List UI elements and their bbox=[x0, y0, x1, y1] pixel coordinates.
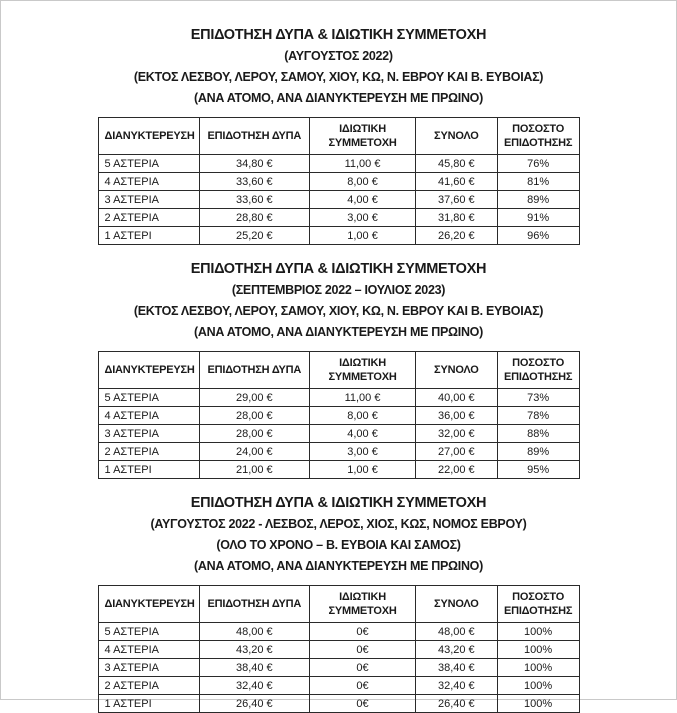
col-header-private-participation: ΙΔΙΩΤΙΚΗ ΣΥΜΜΕΤΟΧΗ bbox=[310, 352, 416, 389]
table-row bbox=[98, 443, 579, 461]
cell-dypa-subsidy: 48,00 € bbox=[199, 623, 310, 641]
col-header-dypa-subsidy: ΕΠΙΔΟΤΗΣΗ ΔΥΠΑ bbox=[199, 586, 310, 623]
table-row bbox=[98, 407, 579, 425]
col-header-dypa-subsidy: ΕΠΙΔΟΤΗΣΗ ΔΥΠΑ bbox=[199, 352, 310, 389]
cell-private-participation: 0€ bbox=[310, 641, 416, 659]
section-subtitle-period: (ΑΥΓΟΥΣΤΟΣ 2022 - ΛΕΣΒΟΣ, ΛΕΡΟΣ, ΧΙΟΣ, ΚΩΣ, ΝΟΜΟΣ ΕΒΡΟΥ) bbox=[150, 517, 527, 531]
cell-star-category: 2 ΑΣΤΕΡΙΑ bbox=[98, 677, 199, 695]
cell-dypa-subsidy: 38,40 € bbox=[199, 659, 310, 677]
col-header-dypa-subsidy: ΕΠΙΔΟΤΗΣΗ ΔΥΠΑ bbox=[199, 118, 310, 155]
table-header-row bbox=[98, 586, 579, 623]
table-row bbox=[98, 425, 579, 443]
section-title: ΕΠΙΔΟΤΗΣΗ ΔΥΠΑ & ΙΔΙΩΤΙΚΗ ΣΥΜΜΕΤΟΧΗ bbox=[190, 495, 487, 511]
section-subtitle-terms: (ΑΝΑ ΑΤΟΜΟ, ΑΝΑ ΔΙΑΝΥΚΤΕΡΕΥΣΗ ΜΕ ΠΡΩΙΝΟ) bbox=[194, 325, 483, 339]
section-subtitle-terms: (ΑΝΑ ΑΤΟΜΟ, ΑΝΑ ΔΙΑΝΥΚΤΕΡΕΥΣΗ ΜΕ ΠΡΩΙΝΟ) bbox=[194, 91, 483, 105]
cell-star-category: 4 ΑΣΤΕΡΙΑ bbox=[98, 641, 199, 659]
cell-total: 37,60 € bbox=[415, 191, 497, 209]
subsidy-rates-table bbox=[98, 585, 580, 713]
cell-star-category: 4 ΑΣΤΕΡΙΑ bbox=[98, 407, 199, 425]
cell-total: 43,20 € bbox=[415, 641, 497, 659]
cell-star-category: 4 ΑΣΤΕΡΙΑ bbox=[98, 173, 199, 191]
cell-private-participation: 3,00 € bbox=[310, 209, 416, 227]
section-subtitle-regions: (ΟΛΟ ΤΟ ΧΡΟΝΟ – Β. ΕΥΒΟΙΑ ΚΑΙ ΣΑΜΟΣ) bbox=[216, 538, 461, 552]
cell-private-participation: 0€ bbox=[310, 659, 416, 677]
cell-subsidy-percentage: 76% bbox=[497, 155, 579, 173]
cell-subsidy-percentage: 91% bbox=[497, 209, 579, 227]
table-row bbox=[98, 389, 579, 407]
section-title: ΕΠΙΔΟΤΗΣΗ ΔΥΠΑ & ΙΔΙΩΤΙΚΗ ΣΥΜΜΕΤΟΧΗ bbox=[190, 261, 487, 277]
section-subtitle-terms: (ΑΝΑ ΑΤΟΜΟ, ΑΝΑ ΔΙΑΝΥΚΤΕΡΕΥΣΗ ΜΕ ΠΡΩΙΝΟ) bbox=[194, 559, 483, 573]
cell-dypa-subsidy: 33,60 € bbox=[199, 173, 310, 191]
table-row bbox=[98, 209, 579, 227]
cell-private-participation: 1,00 € bbox=[310, 461, 416, 479]
subsidy-section-islands-full-subsidy bbox=[1, 493, 676, 713]
cell-private-participation: 11,00 € bbox=[310, 389, 416, 407]
section-subtitle-regions: (ΕΚΤΟΣ ΛΕΣΒΟΥ, ΛΕΡΟΥ, ΣΑΜΟΥ, ΧΙΟΥ, ΚΩ, Ν. ΕΒΡΟΥ ΚΑΙ Β. ΕΥΒΟΙΑΣ) bbox=[133, 304, 544, 318]
cell-total: 38,40 € bbox=[415, 659, 497, 677]
table-row bbox=[98, 227, 579, 245]
col-header-subsidy-percentage: ΠΟΣΟΣΤΟ ΕΠΙΔΟΤΗΣΗΣ bbox=[497, 586, 579, 623]
col-header-nights: ΔΙΑΝΥΚΤΕΡΕΥΣΗ bbox=[98, 586, 199, 623]
col-header-subsidy-percentage: ΠΟΣΟΣΤΟ ΕΠΙΔΟΤΗΣΗΣ bbox=[497, 352, 579, 389]
cell-dypa-subsidy: 25,20 € bbox=[199, 227, 310, 245]
table-row bbox=[98, 173, 579, 191]
subsidy-rates-table bbox=[98, 351, 580, 479]
cell-dypa-subsidy: 28,00 € bbox=[199, 407, 310, 425]
table-row bbox=[98, 191, 579, 209]
cell-total: 31,80 € bbox=[415, 209, 497, 227]
cell-total: 22,00 € bbox=[415, 461, 497, 479]
section-subtitle-regions: (ΕΚΤΟΣ ΛΕΣΒΟΥ, ΛΕΡΟΥ, ΣΑΜΟΥ, ΧΙΟΥ, ΚΩ, Ν. ΕΒΡΟΥ ΚΑΙ Β. ΕΥΒΟΙΑΣ) bbox=[133, 70, 544, 84]
cell-subsidy-percentage: 89% bbox=[497, 443, 579, 461]
section-subtitle-period: (ΑΥΓΟΥΣΤΟΣ 2022) bbox=[284, 49, 393, 63]
cell-private-participation: 0€ bbox=[310, 623, 416, 641]
cell-total: 41,60 € bbox=[415, 173, 497, 191]
cell-star-category: 3 ΑΣΤΕΡΙΑ bbox=[98, 191, 199, 209]
cell-dypa-subsidy: 43,20 € bbox=[199, 641, 310, 659]
cell-total: 40,00 € bbox=[415, 389, 497, 407]
cell-subsidy-percentage: 100% bbox=[497, 623, 579, 641]
col-header-private-participation: ΙΔΙΩΤΙΚΗ ΣΥΜΜΕΤΟΧΗ bbox=[310, 586, 416, 623]
cell-dypa-subsidy: 21,00 € bbox=[199, 461, 310, 479]
col-header-total: ΣΥΝΟΛΟ bbox=[415, 118, 497, 155]
table-row bbox=[98, 695, 579, 713]
col-header-nights: ΔΙΑΝΥΚΤΕΡΕΥΣΗ bbox=[98, 352, 199, 389]
cell-subsidy-percentage: 96% bbox=[497, 227, 579, 245]
cell-dypa-subsidy: 33,60 € bbox=[199, 191, 310, 209]
cell-private-participation: 8,00 € bbox=[310, 407, 416, 425]
cell-total: 27,00 € bbox=[415, 443, 497, 461]
col-header-private-participation: ΙΔΙΩΤΙΚΗ ΣΥΜΜΕΤΟΧΗ bbox=[310, 118, 416, 155]
cell-total: 32,40 € bbox=[415, 677, 497, 695]
table-row bbox=[98, 677, 579, 695]
cell-subsidy-percentage: 100% bbox=[497, 659, 579, 677]
cell-total: 26,40 € bbox=[415, 695, 497, 713]
cell-dypa-subsidy: 34,80 € bbox=[199, 155, 310, 173]
cell-star-category: 1 ΑΣΤΕΡΙ bbox=[98, 227, 199, 245]
cell-dypa-subsidy: 32,40 € bbox=[199, 677, 310, 695]
cell-private-participation: 4,00 € bbox=[310, 191, 416, 209]
cell-subsidy-percentage: 81% bbox=[497, 173, 579, 191]
cell-subsidy-percentage: 100% bbox=[497, 695, 579, 713]
cell-private-participation: 0€ bbox=[310, 677, 416, 695]
cell-private-participation: 8,00 € bbox=[310, 173, 416, 191]
cell-dypa-subsidy: 26,40 € bbox=[199, 695, 310, 713]
cell-star-category: 3 ΑΣΤΕΡΙΑ bbox=[98, 659, 199, 677]
col-header-total: ΣΥΝΟΛΟ bbox=[415, 586, 497, 623]
cell-star-category: 5 ΑΣΤΕΡΙΑ bbox=[98, 623, 199, 641]
cell-subsidy-percentage: 73% bbox=[497, 389, 579, 407]
cell-total: 48,00 € bbox=[415, 623, 497, 641]
cell-subsidy-percentage: 78% bbox=[497, 407, 579, 425]
cell-dypa-subsidy: 28,00 € bbox=[199, 425, 310, 443]
cell-dypa-subsidy: 24,00 € bbox=[199, 443, 310, 461]
subsidy-section-august-2022 bbox=[1, 25, 676, 245]
cell-private-participation: 3,00 € bbox=[310, 443, 416, 461]
cell-star-category: 1 ΑΣΤΕΡΙ bbox=[98, 461, 199, 479]
cell-private-participation: 1,00 € bbox=[310, 227, 416, 245]
cell-total: 36,00 € bbox=[415, 407, 497, 425]
table-row bbox=[98, 461, 579, 479]
cell-total: 26,20 € bbox=[415, 227, 497, 245]
cell-subsidy-percentage: 100% bbox=[497, 677, 579, 695]
col-header-nights: ΔΙΑΝΥΚΤΕΡΕΥΣΗ bbox=[98, 118, 199, 155]
cell-subsidy-percentage: 88% bbox=[497, 425, 579, 443]
cell-star-category: 2 ΑΣΤΕΡΙΑ bbox=[98, 209, 199, 227]
section-title: ΕΠΙΔΟΤΗΣΗ ΔΥΠΑ & ΙΔΙΩΤΙΚΗ ΣΥΜΜΕΤΟΧΗ bbox=[190, 27, 487, 43]
cell-subsidy-percentage: 100% bbox=[497, 641, 579, 659]
cell-star-category: 5 ΑΣΤΕΡΙΑ bbox=[98, 389, 199, 407]
cell-star-category: 3 ΑΣΤΕΡΙΑ bbox=[98, 425, 199, 443]
table-row bbox=[98, 155, 579, 173]
cell-total: 45,80 € bbox=[415, 155, 497, 173]
table-header-row bbox=[98, 118, 579, 155]
cell-private-participation: 11,00 € bbox=[310, 155, 416, 173]
subsidy-section-sept-2022-july-2023 bbox=[1, 259, 676, 479]
cell-star-category: 1 ΑΣΤΕΡΙ bbox=[98, 695, 199, 713]
cell-private-participation: 0€ bbox=[310, 695, 416, 713]
col-header-total: ΣΥΝΟΛΟ bbox=[415, 352, 497, 389]
col-header-subsidy-percentage: ΠΟΣΟΣΤΟ ΕΠΙΔΟΤΗΣΗΣ bbox=[497, 118, 579, 155]
document-page bbox=[1, 25, 676, 713]
cell-subsidy-percentage: 95% bbox=[497, 461, 579, 479]
table-row bbox=[98, 659, 579, 677]
cell-private-participation: 4,00 € bbox=[310, 425, 416, 443]
cell-star-category: 2 ΑΣΤΕΡΙΑ bbox=[98, 443, 199, 461]
cell-subsidy-percentage: 89% bbox=[497, 191, 579, 209]
cell-dypa-subsidy: 29,00 € bbox=[199, 389, 310, 407]
cell-total: 32,00 € bbox=[415, 425, 497, 443]
table-row bbox=[98, 623, 579, 641]
cell-dypa-subsidy: 28,80 € bbox=[199, 209, 310, 227]
subsidy-rates-table bbox=[98, 117, 580, 245]
table-row bbox=[98, 641, 579, 659]
section-subtitle-period: (ΣΕΠΤΕΜΒΡΙΟΣ 2022 – ΙΟΥΛΙΟΣ 2023) bbox=[231, 283, 446, 297]
cell-star-category: 5 ΑΣΤΕΡΙΑ bbox=[98, 155, 199, 173]
table-header-row bbox=[98, 352, 579, 389]
